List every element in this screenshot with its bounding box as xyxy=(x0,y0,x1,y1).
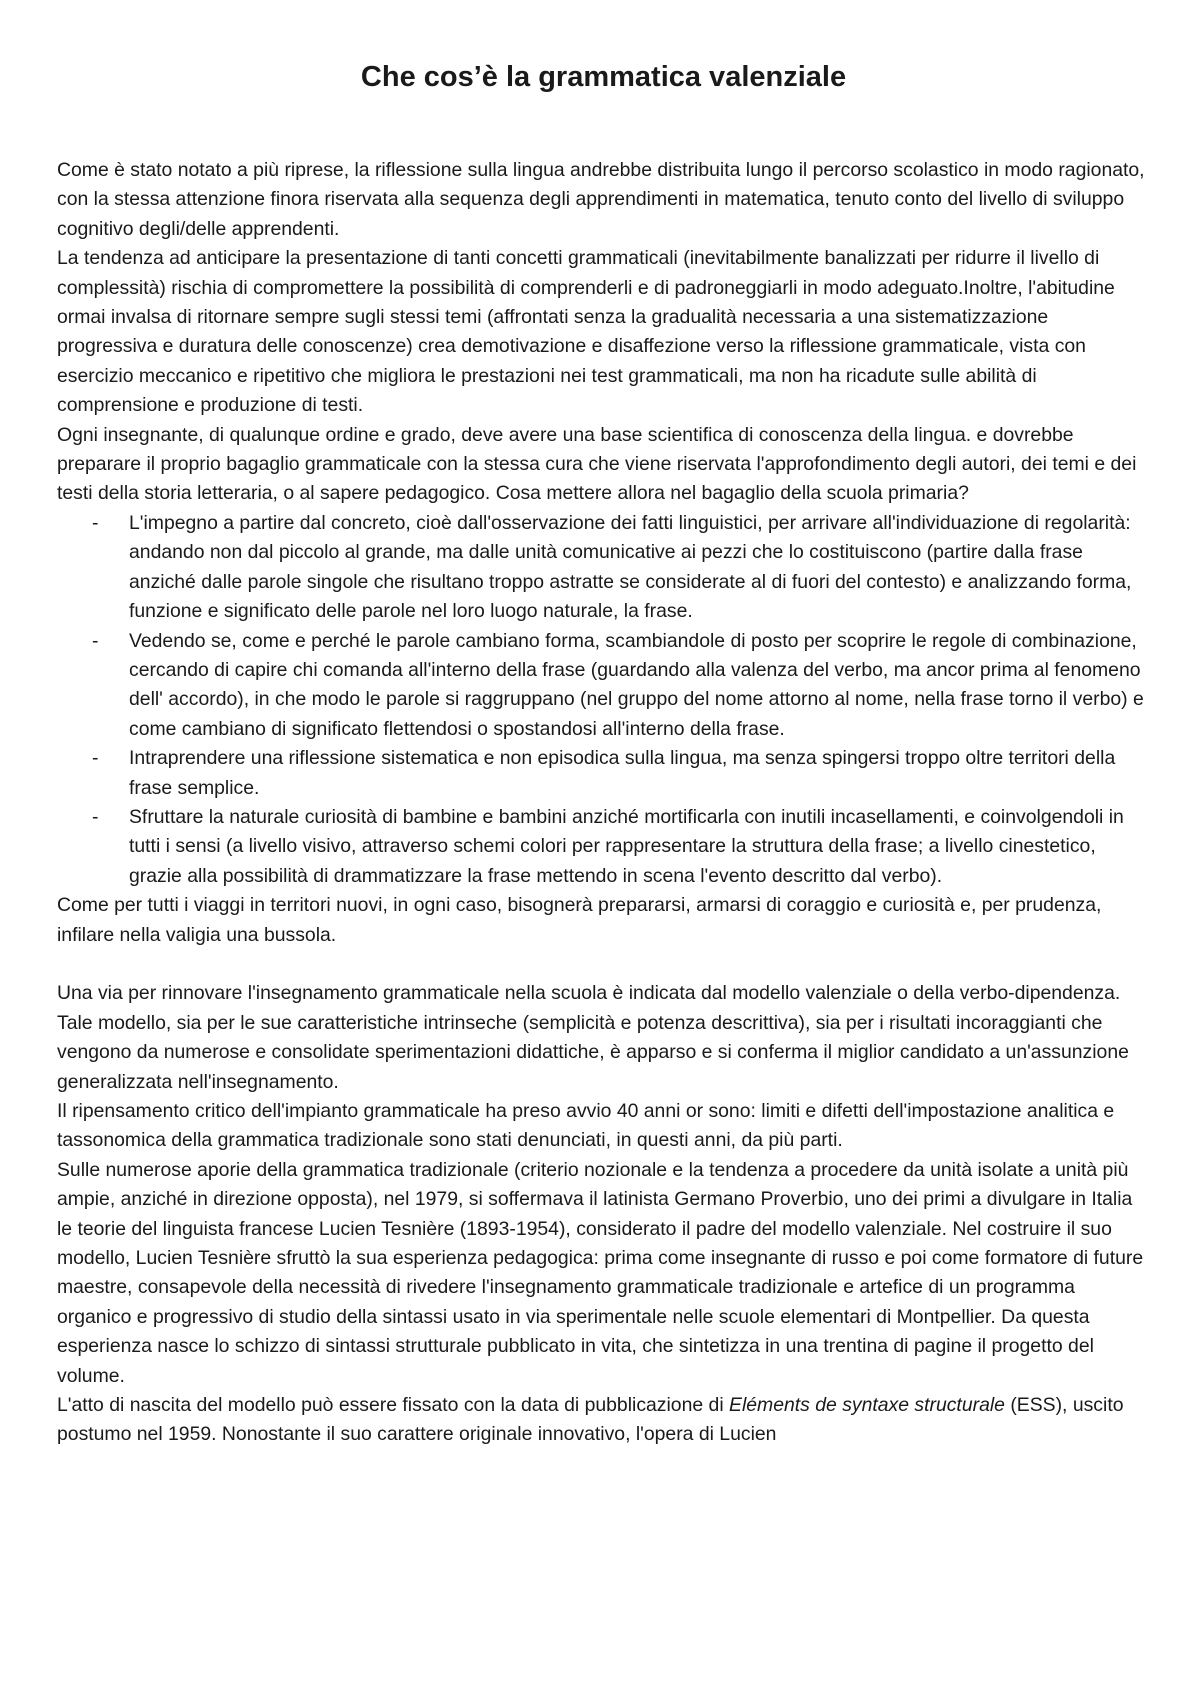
paragraph-ess-birth xyxy=(57,1391,1150,1450)
bullet-dash: - xyxy=(92,511,99,534)
primary-school-bullet-list xyxy=(57,509,1150,891)
paragraph-critical-rethinking: Il ripensamento critico dell'impianto grammaticale ha preso avvio 40 anni or sono: limiti e difetti dell'impostazione analitica e tassonomica della grammatica tradizionale sono stati denunciati, in questi anni, da più parti. xyxy=(57,1099,1115,1152)
paragraph-closing: Come per tutti i viaggi in territori nuovi, in ogni caso, bisognerà prepararsi, armarsi di coraggio e curiosità e, per prudenza, infilare nella valigia una bussola. xyxy=(57,894,1102,946)
book-title: Eléments de syntaxe structurale xyxy=(729,1394,1005,1417)
list-item xyxy=(92,627,1150,745)
list-item-text: Intraprendere una riflessione sistematica e non episodica sulla lingua, ma senza spingersi troppo oltre territori della frase semplice. xyxy=(129,747,1116,799)
list-item-text: Sfruttare la naturale curiosità di bambine e bambini anziché mortificarla con inutili incasellamenti, e coinvolgendoli in tutti i sensi (a livello visivo, attraverso schemi colori per rappresentare la struttura della frase; a livello cinestetico, grazie alla possibilità di drammatizzare la frase mettendo in scena l'evento descritto dal verbo). xyxy=(129,805,1124,887)
list-item-text: Vedendo se, come e perché le parole cambiano forma, scambiandole di posto per scoprire le regole di combinazione, cercando di capire chi comanda all'interno della frase (guardando alla valenza del verbo, ma ancor prima al fenomeno dell' accordo), in che modo le parole si raggruppano (nel gruppo del nome attorno al nome, nella frase torno il verbo) e come cambiano di significato flettendosi o spostandosi all'interno della frase. xyxy=(129,629,1144,740)
section-spacer xyxy=(57,950,1150,979)
ess-text-after: (ESS), uscito postumo nel 1959. Nonostante il suo carattere originale innovativo, l'opera di Lucien xyxy=(57,1394,1124,1446)
page-title: Che cos’è la grammatica valenziale xyxy=(360,61,847,93)
bullet-dash: - xyxy=(92,629,99,652)
paragraph-teacher: Ogni insegnante, di qualunque ordine e grado, deve avere una base scientifica di conoscenza della lingua. e dovrebbe preparare il proprio bagaglio grammaticale con la stessa cura che viene riservata l'approfondimento degli autori, dei temi e dei testi della storia letteraria, o al sapere pedagogico. Cosa mettere allora nel bagaglio della scuola primaria? xyxy=(57,423,1137,505)
list-item-text: L'impegno a partire dal concreto, cioè dall'osservazione dei fatti linguistici, per arrivare all'individuazione di regolarità: andando non dal piccolo al grande, ma dalle unità comunicative ai pezzi che lo costituiscono (partire dalla frase anziché dalle parole singole che risultano troppo astratte se considerate al di fuori del contesto) e analizzando forma, funzione e significato delle parole nel loro luogo naturale, la frase. xyxy=(129,511,1132,623)
bullet-dash: - xyxy=(92,805,99,828)
bullet-dash: - xyxy=(92,747,99,770)
list-item xyxy=(92,509,1150,627)
paragraph-intro: Come è stato notato a più riprese, la riflessione sulla lingua andrebbe distribuita lungo il percorso scolastico in modo ragionato, con la stessa attenzione finora riservata alla sequenza degli apprendimenti in matematica, tenuto conto del livello di sviluppo cognitivo degli/delle apprendenti. xyxy=(57,159,1145,240)
document-body xyxy=(57,156,1150,1450)
paragraph-valency-model: Una via per rinnovare l'insegnamento grammaticale nella scuola è indicata dal modello valenziale o della verbo-dipendenza. Tale modello, sia per le sue caratteristiche intrinseche (semplicità e potenza descrittiva), sia per i risultati incoraggianti che vengono da numerose e consolidate sperimentazioni didattiche, è apparso e si conferma il miglior candidato a un'assunzione generalizzata nell'insegnamento. xyxy=(57,982,1129,1093)
paragraph-tesniere: Sulle numerose aporie della grammatica tradizionale (criterio nozionale e la tendenza a procedere da unità isolate a unità più ampie, anziché in direzione opposta), nel 1979, si soffermava il latinista Germano Proverbio, uno dei primi a divulgare in Italia le teorie del linguista francese Lucien Tesnière (1893-1954), considerato il padre del modello valenziale. Nel costruire il suo modello, Lucien Tesnière sfruttò la sua esperienza pedagogica: prima come insegnante di russo e poi come formatore di future maestre, consapevole della necessità di rivedere l'insegnamento grammaticale tradizionale e artefice di un programma organico e progressivo di studio della sintassi usato in via sperimentale nelle scuole elementari di Montpellier. Da questa esperienza nasce lo schizzo di sintassi strutturale pubblicato in vita, che sintetizza in una trentina di pagine il progetto del volume. xyxy=(57,1158,1144,1387)
list-item xyxy=(92,744,1150,803)
paragraph-tendency: La tendenza ad anticipare la presentazione di tanti concetti grammaticali (inevitabilmente banalizzati per ridurre il livello di complessità) rischia di compromettere la possibilità di comprenderli e di padroneggiarli in modo adeguato.Inoltre, l'abitudine ormai invalsa di ritornare sempre sugli stessi temi (affrontati senza la gradualità necessaria a una sistematizzazione progressiva e duratura delle conoscenze) crea demotivazione e disaffezione verso la riflessione grammaticale, vista con esercizio meccanico e ripetitivo che migliora le prestazioni nei test grammaticali, ma non ha ricadute sulle abilità di comprensione e produzione di testi. xyxy=(57,247,1115,417)
list-item xyxy=(92,803,1150,891)
ess-text-before: L'atto di nascita del modello può essere fissato con la data di pubblicazione di xyxy=(57,1394,730,1417)
